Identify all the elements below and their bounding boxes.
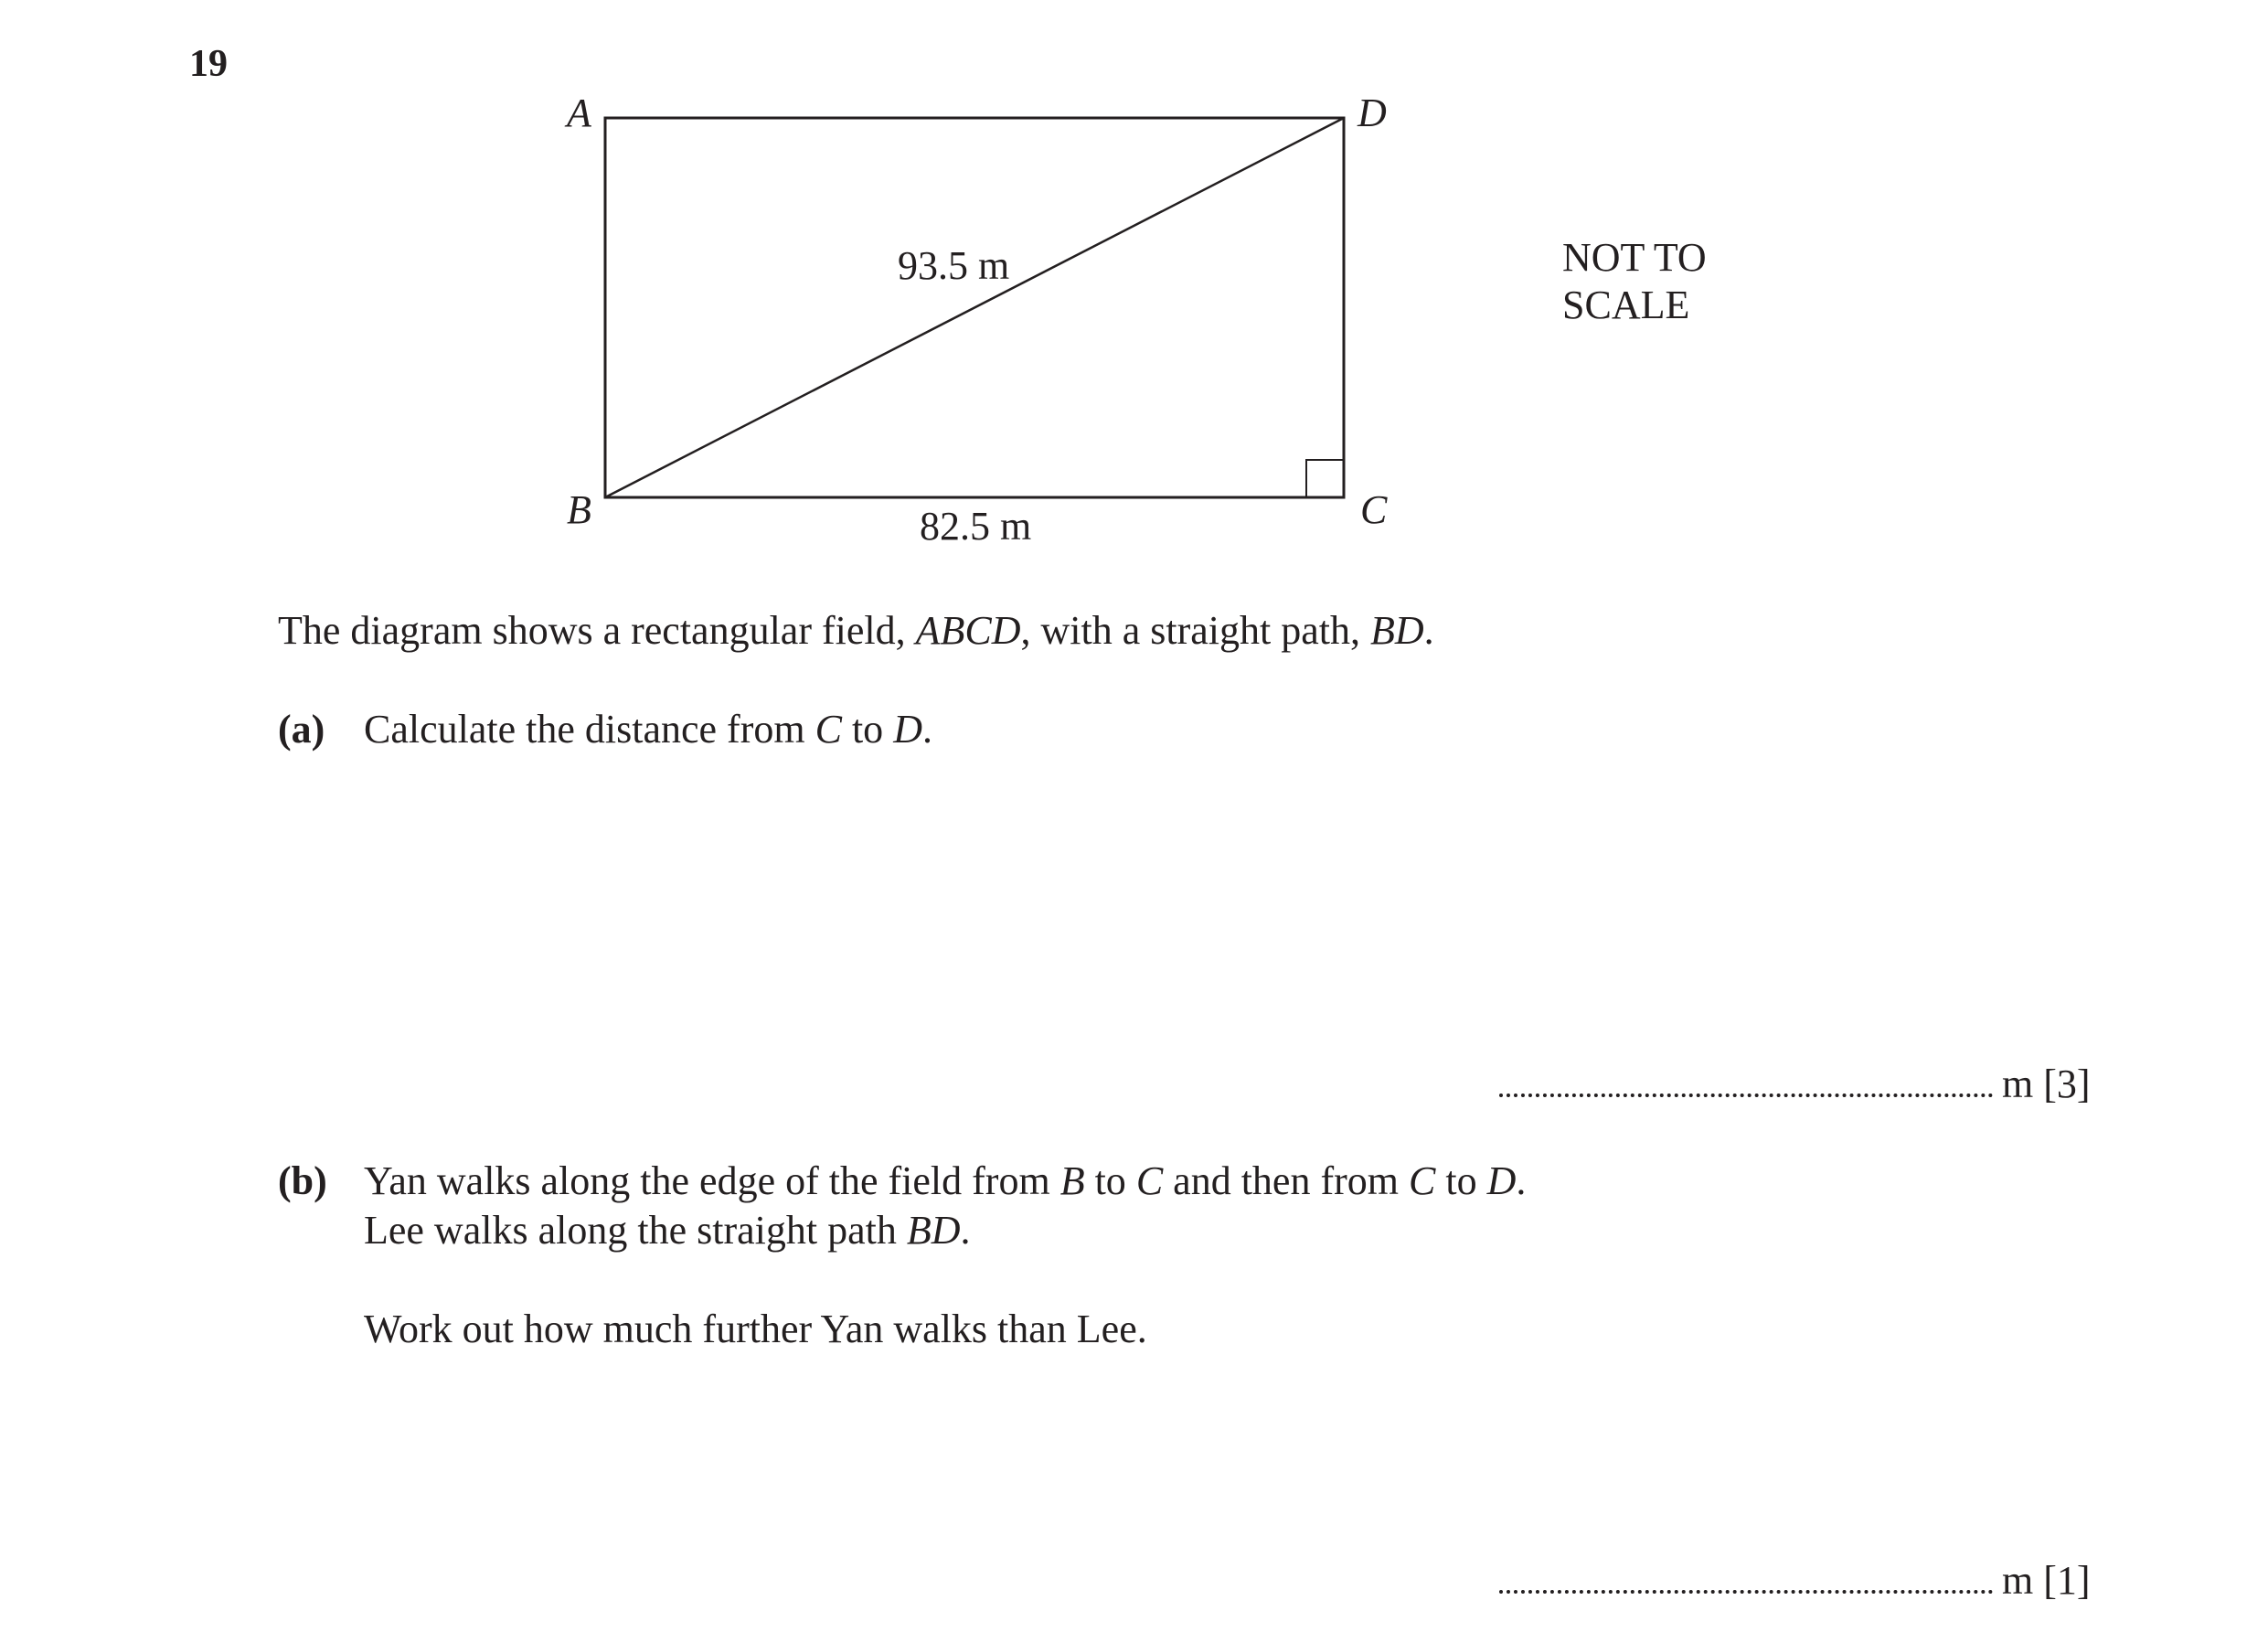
- part-b-line2-text2: .: [960, 1208, 971, 1253]
- part-a-question: [364, 706, 932, 752]
- part-a-text3: .: [921, 707, 932, 752]
- part-b-line1-text1: Yan walks along the edge of the field from: [364, 1158, 1060, 1203]
- intro-text-part3: .: [1423, 608, 1434, 653]
- part-a-answer-unit: m [3]: [2002, 1062, 2091, 1106]
- part-a-point-d: D: [893, 707, 922, 752]
- part-b-answer-unit: m [1]: [2002, 1558, 2091, 1603]
- part-b-line1-text4: to: [1435, 1158, 1487, 1203]
- part-b-label: (b): [278, 1158, 327, 1203]
- intro-field-name: ABCD: [915, 608, 1021, 653]
- part-b-line2-text1: Lee walks along the straight path: [364, 1208, 907, 1253]
- part-b-line2: [364, 1207, 970, 1254]
- part-b-point-c-second: C: [1408, 1158, 1436, 1203]
- part-b-path-bd: BD: [906, 1208, 961, 1253]
- not-to-scale-line2: SCALE: [1562, 283, 1690, 327]
- vertex-label-c: C: [1360, 487, 1388, 532]
- part-b-answer-dots[interactable]: [1499, 1590, 1993, 1594]
- right-angle-marker: [1306, 460, 1344, 497]
- part-a-text1: Calculate the distance from: [364, 707, 815, 752]
- part-a-answer-dots[interactable]: [1499, 1094, 1993, 1097]
- intro-text: [278, 607, 1434, 654]
- vertex-label-d: D: [1358, 91, 1387, 135]
- part-a-label: (a): [278, 707, 325, 752]
- part-b-answer-line[interactable]: [1499, 1557, 2091, 1604]
- part-b-line1-text3: and then from: [1163, 1158, 1409, 1203]
- part-b-line3: Work out how much further Yan walks than Lee.: [364, 1307, 1147, 1351]
- vertex-label-a: A: [567, 91, 591, 135]
- diagonal-path-bd: [605, 118, 1344, 497]
- part-b-line1: [364, 1158, 1526, 1204]
- base-length-label: 82.5 m: [920, 504, 1032, 549]
- part-b-point-c: C: [1135, 1158, 1164, 1203]
- not-to-scale-line1: NOT TO: [1562, 235, 1707, 280]
- part-b-point-b: B: [1059, 1158, 1085, 1203]
- diagonal-length-label: 93.5 m: [898, 243, 1010, 288]
- intro-path-name: BD: [1370, 608, 1424, 653]
- question-number: 19: [189, 43, 228, 85]
- not-to-scale-note: [1562, 234, 1707, 329]
- intro-text-part1: The diagram shows a rectangular field,: [278, 608, 916, 653]
- part-a-answer-line[interactable]: [1499, 1061, 2091, 1107]
- part-a-text2: to: [841, 707, 894, 752]
- intro-text-part2: , with a straight path,: [1020, 608, 1371, 653]
- part-b-point-d: D: [1486, 1158, 1517, 1203]
- part-b-line1-text2: to: [1084, 1158, 1136, 1203]
- vertex-label-b: B: [567, 487, 591, 532]
- part-a-point-c: C: [815, 707, 842, 752]
- part-b-line1-text5: .: [1516, 1158, 1527, 1203]
